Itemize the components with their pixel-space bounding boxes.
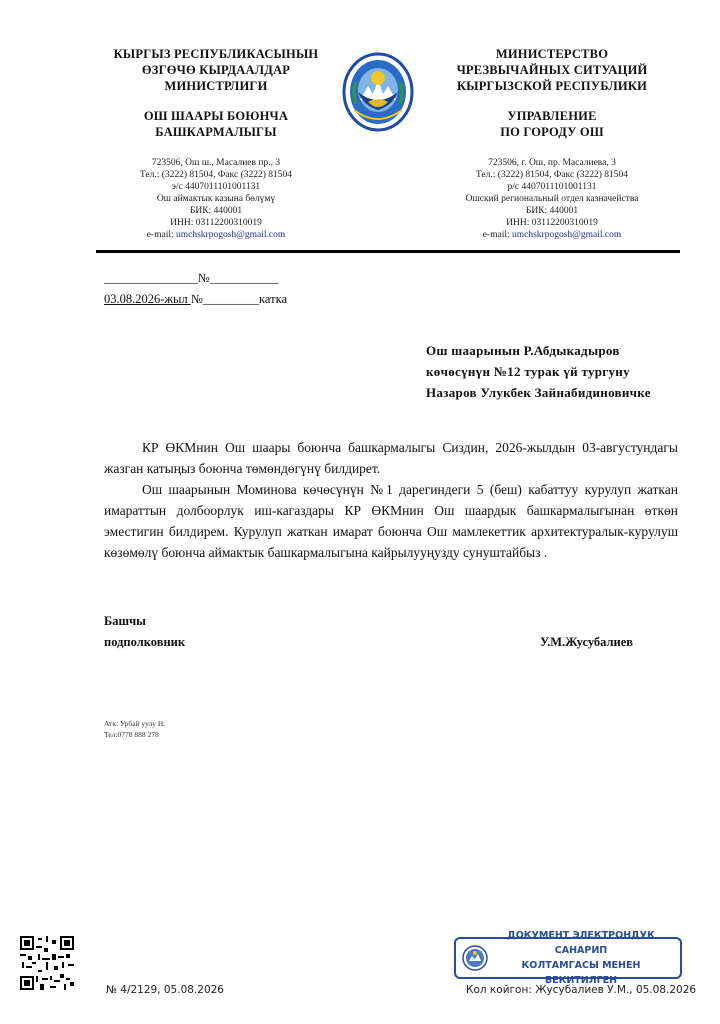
right-email-label: e-mail: [482, 230, 512, 240]
header-left-org-line1: КЫРГЫЗ РЕСПУБЛИКАСЫНЫН [113, 47, 319, 61]
reply-date: 03.08.2026-жыл [104, 292, 188, 306]
stamp-line1: ДОКУМЕНТ ЭЛЕКТРОНДУК САНАРИП [507, 930, 655, 956]
left-phone: Тел.: (3222) 81504, Факс (3222) 81504 [139, 170, 293, 180]
header-right-org [432, 46, 672, 140]
outgoing-blank: _______________ [104, 271, 198, 285]
left-treasury: Ош аймактык казына бөлүмү [156, 194, 276, 204]
executor-name: Атк: Урбай уулу Н. [104, 719, 166, 728]
header-left-dept-line2: БАШКАРМАЛЫГЫ [155, 125, 277, 139]
header-right-dept-line1: УПРАВЛЕНИЕ [507, 109, 597, 123]
right-bik: БИК: 440001 [525, 206, 579, 216]
left-bik: БИК: 440001 [189, 206, 243, 216]
signatory-title [104, 611, 185, 653]
header-left-requisites [96, 157, 336, 241]
left-address: 723506, Ош ш., Масалиев пр., 3 [151, 158, 281, 168]
header-right-requisites [432, 157, 672, 241]
header-right-org-line2: ЧРЕЗВЫЧАЙНЫХ СИТУАЦИЙ [456, 63, 648, 77]
left-email-label: e-mail: [146, 230, 176, 240]
right-phone: Тел.: (3222) 81504, Факс (3222) 81504 [475, 170, 629, 180]
reply-number-blank: _________ [202, 292, 259, 306]
recipient-line1: Ош шаарынын Р.Абдыкадыров [426, 343, 620, 358]
document-number: № 4/2129, 05.08.2026 [106, 984, 224, 996]
header-right-dept-line2: ПО ГОРОДУ ОШ [500, 125, 604, 139]
header-divider [96, 250, 680, 253]
recipient-block [426, 340, 696, 403]
right-treasury: Ошский региональный отдел казначейства [465, 194, 639, 204]
kyrgyz-emblem-icon [462, 945, 488, 971]
right-account: р/с 4407011101001131 [507, 182, 597, 192]
left-email-row [96, 229, 336, 241]
header-left-org-line2: ӨЗГӨЧӨ КЫРДААЛДАР [141, 63, 291, 77]
header-left-org [96, 46, 336, 140]
body-paragraph-1: КР ӨКМнин Ош шаары боюнча башкармалыгы Сиздин, 2026-жылдын 03-августундагы жазган катыңыз боюнча төмөндөгүнү билдирет. [104, 440, 678, 476]
right-email-link[interactable]: umchskrpogosh@gmail.com [512, 230, 622, 240]
left-email-link[interactable]: umchskrpogosh@gmail.com [176, 230, 286, 240]
header-right-org-line1: МИНИСТЕРСТВО [495, 47, 609, 61]
reply-tail: катка [259, 292, 288, 306]
outgoing-number-line [104, 271, 278, 286]
kyrgyz-state-emblem-icon [342, 52, 414, 132]
qr-code-icon [20, 936, 74, 990]
stamp-line2: КОЛТАМГАСЫ МЕНЕН БЕКИТИЛГЕН [521, 960, 641, 986]
right-email-row [432, 229, 672, 241]
digital-signature-stamp [454, 930, 682, 986]
signed-by: Кол койгон: Жусубалиев У.М., 05.08.2026 [466, 984, 697, 996]
reply-reference-line [104, 292, 287, 307]
right-address: 723506, г. Ош, пр. Масалиева, 3 [488, 158, 616, 168]
executor-block [104, 718, 165, 740]
signatory-rank: подполковник [104, 635, 186, 649]
recipient-line3: Назаров Улукбек Зайнабидиновичке [426, 385, 651, 400]
stamp-text [488, 928, 674, 988]
letter-body [104, 437, 678, 563]
body-paragraph-2: Ош шаарынын Моминова көчөсүнүн №1 дарегиндеги 5 (беш) кабаттуу курулуп жаткан имараттын долбоорлук иш-кагаздары КР ӨКМнин Ош шаардык башкармалыгынан өткөн эместигин билдирем. Курулуп жаткан имарат боюнча Ош мамлекеттик архитектуралык-курулуш көзөмөлү боюнча аймактык башкармалыгына кайрылууңузду сунуштайбыз . [104, 482, 678, 560]
signatory-name: У.М.Жусубалиев [540, 635, 634, 649]
left-inn: ИНН: 03112200310019 [170, 218, 262, 228]
left-account: э/с 4407011101001131 [171, 182, 261, 192]
header-left-dept-line1: ОШ ШААРЫ БОЮНЧА [143, 109, 289, 123]
signatory-position: Башчы [104, 614, 146, 628]
recipient-line2: көчөсүнүн №12 турак үй тургуну [426, 364, 630, 379]
outgoing-number-blank: ___________ [209, 271, 279, 285]
executor-phone: Тел:0778 888 278 [104, 730, 159, 739]
outgoing-number-sign: № [197, 271, 210, 285]
header-left-org-line3: МИНИСТРЛИГИ [164, 79, 268, 93]
right-inn: ИНН: 03112200310019 [506, 218, 598, 228]
reply-number-sign: № [190, 292, 203, 306]
header-right-org-line3: КЫРГЫЗСКОЙ РЕСПУБЛИКИ [456, 79, 648, 93]
